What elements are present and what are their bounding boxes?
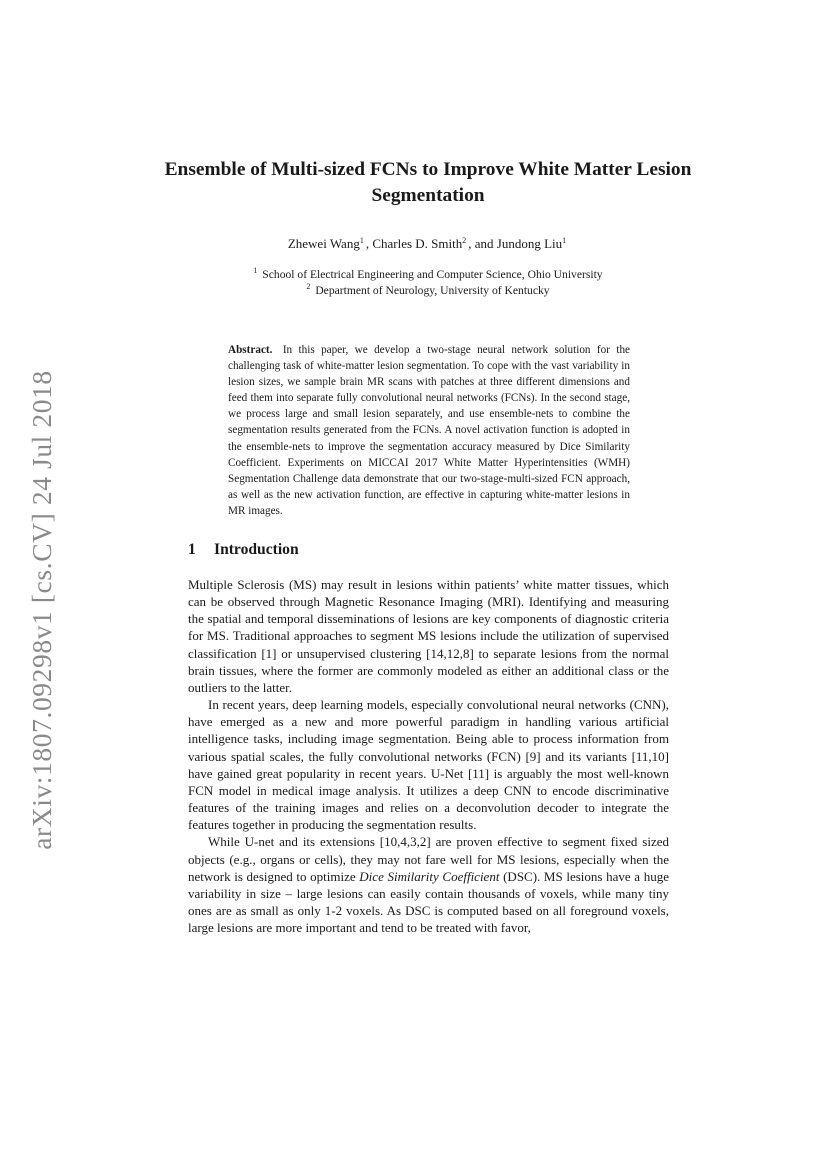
author-name: Zhewei Wang: [287, 236, 360, 251]
abstract-text: In this paper, we develop a two-stage neural network solution for the challenging task of white-matter lesion segmentation. To cope with the vast variability in lesion sizes, we sample brain MR scans with patches at three different dimensions and feed them into separate fully convolutional neural networks (FCNs). In the second stage, we process large and small lesion separately, and use ensemble-nets to combine the segmentation results generated from the FCNs. A novel activation function is adopted in the ensemble-nets to improve the segmentation accuracy measured by Dice Similarity Coefficient. Experiments on MICCAI 2017 White Matter Hyperintensities (WMH) Segmentation Challenge data demonstrate that our two-stage-multi-sized FCN approach, as well as the new activation function, are effective in capturing white-matter lesions in MR images.: [228, 344, 630, 517]
paragraph: [188, 833, 669, 936]
affiliation-marker: 1: [562, 236, 567, 245]
author-list: [140, 235, 716, 254]
affiliation-marker: 2: [306, 282, 311, 291]
abstract-label: Abstract.: [228, 344, 273, 356]
section-title: Introduction: [214, 541, 299, 558]
body-text: [188, 576, 669, 936]
author-name: Jundong Liu: [496, 236, 563, 251]
emphasis-term: Dice Similarity Coefficient: [359, 868, 500, 884]
affiliation-marker: 2: [462, 236, 467, 245]
page-title: Ensemble of Multi-sized FCNs to Improve White Matter Lesion Segmentation: [164, 159, 692, 206]
arxiv-identifier: arXiv:1807.09298v1 [cs.CV] 24 Jul 2018: [26, 370, 57, 850]
affiliation-text: Department of Neurology, University of Kentucky: [315, 284, 550, 297]
paragraph: In recent years, deep learning models, especially convolutional neural networks (CNN), have emerged as a new and more powerful paradigm in handling various artificial intelligence tasks, including image segmentation. Being able to process information from various spatial scales, the fully convolutional networks (FCN) [9] and its variants [11,10] have gained great popularity in recent years. U-Net [11] is arguably the most well-known FCN model in medical image analysis. It utilizes a deep CNN to encode discriminative features of the training images and relies on a deconvolution decoder to integrate the features together in producing the segmentation results.: [188, 697, 669, 833]
affiliation: [140, 283, 716, 299]
affiliation: [140, 267, 716, 283]
paragraph-text: (DSC). MS lesions have a huge variability in size – large lesions can easily contain thousands of voxels, while many tiny ones are as small as only 1-2 voxels. As DSC is computed based on all foreground voxels, large lesions are more important and tend to be treated with favor,: [188, 868, 669, 936]
abstract: [228, 342, 630, 519]
author-separator: , and: [468, 236, 497, 251]
affiliation-marker: 1: [253, 266, 258, 275]
author-separator: ,: [365, 236, 373, 251]
author-name: Charles D. Smith: [372, 236, 463, 251]
section-number: 1: [188, 541, 196, 558]
section-heading: [188, 540, 299, 560]
affiliation-text: School of Electrical Engineering and Computer Science, Ohio University: [262, 268, 603, 281]
paragraph: Multiple Sclerosis (MS) may result in lesions within patients’ white matter tissues, which can be observed through Magnetic Resonance Imaging (MRI). Identifying and measuring the spatial and temporal disseminations of lesions are key components of diagnostic criteria for MS. Traditional approaches to segment MS lesions include the utilization of supervised classification [1] or unsupervised clustering [14,12,8] to separate lesions from the normal brain tissues, where the former are commonly modeled as either an additional class or the outliers to the latter.: [188, 577, 669, 695]
paragraph-text: While U-net and its extensions [10,4,3,2] are proven effective to segment fixed sized objects (e.g., organs or cells), they may not fare well for MS lesions, especially when the network is designed to optimize: [188, 834, 669, 884]
affiliation-marker: 1: [359, 236, 364, 245]
